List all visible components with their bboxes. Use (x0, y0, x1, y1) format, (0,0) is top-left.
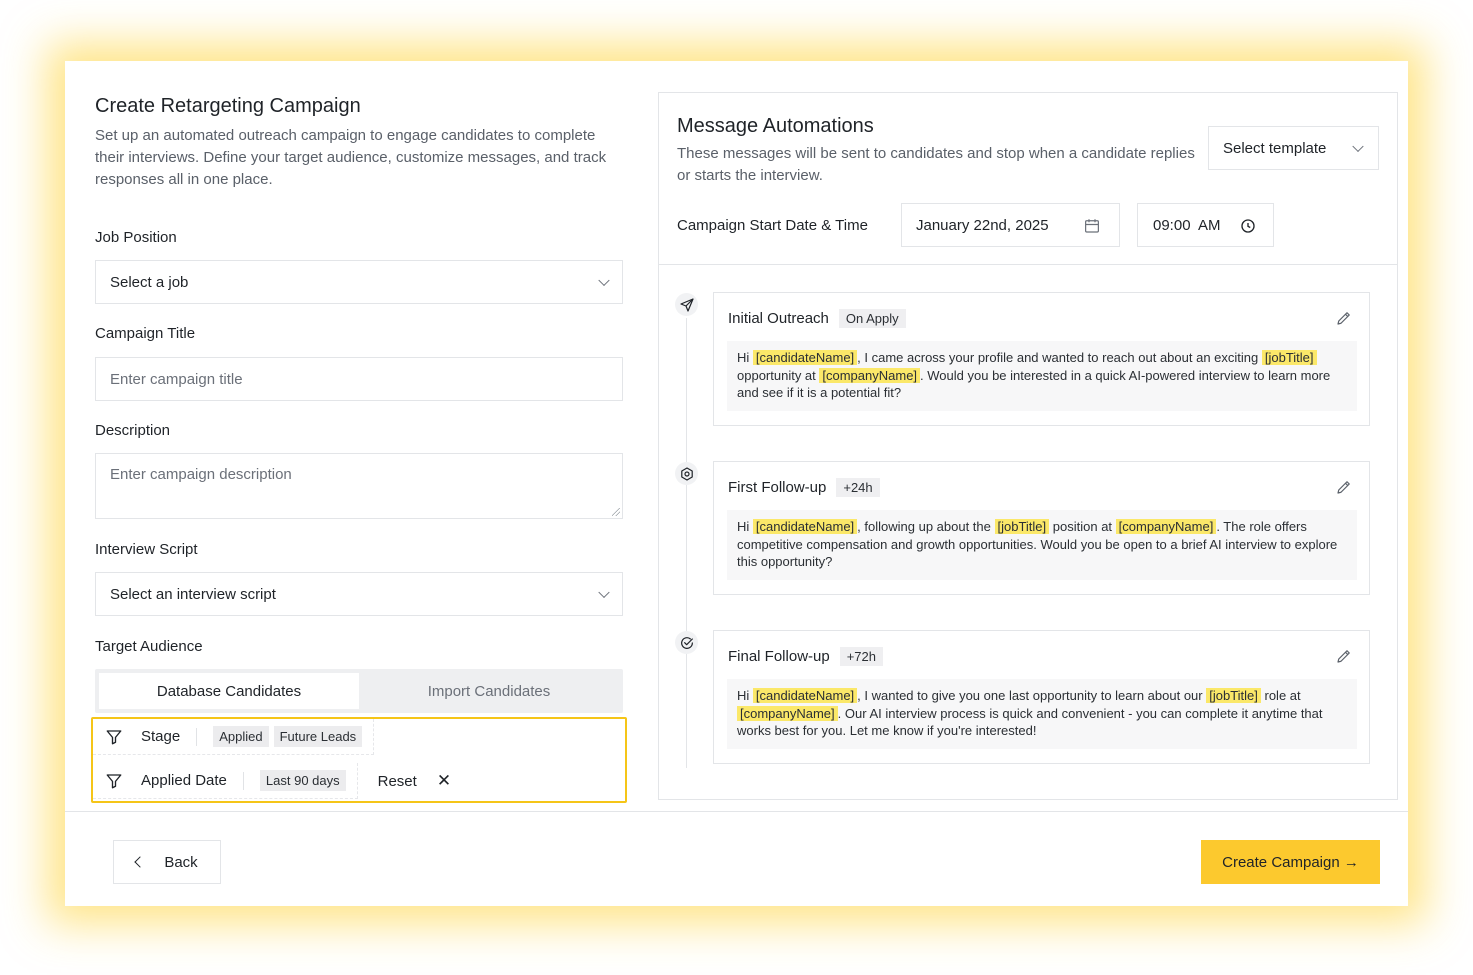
start-date-picker[interactable] (901, 203, 1120, 247)
audience-tabs (95, 669, 623, 713)
create-campaign-button[interactable]: Create Campaign → (1201, 840, 1380, 884)
pencil-icon[interactable] (1335, 478, 1353, 496)
message-text: , following up about the (857, 519, 995, 534)
variable-candidate-name: [candidateName] (753, 350, 857, 365)
campaign-title-label: Campaign Title (95, 325, 196, 342)
message-card-initial-outreach (713, 292, 1370, 426)
message-text: . Would you be interested in a quick AI-powered interview to learn more and see if it is a potential fit? (737, 367, 1331, 401)
job-position-value: Select a job (110, 273, 189, 291)
message-text: Hi (737, 519, 753, 534)
message-text: Hi (737, 350, 753, 365)
start-time-picker[interactable] (1137, 203, 1274, 247)
message-text: role at (1260, 688, 1301, 703)
variable-candidate-name: [candidateName] (753, 688, 857, 703)
variable-candidate-name: [candidateName] (753, 519, 857, 534)
message-card-first-follow-up (713, 461, 1370, 595)
clock-icon (1239, 217, 1257, 235)
dialog-footer (65, 811, 1408, 906)
message-title: Final Follow-up (728, 648, 830, 665)
timeline-line (686, 318, 687, 768)
message-automations-panel (658, 92, 1398, 800)
hexagon-icon (675, 462, 698, 485)
automations-title: Message Automations (677, 115, 874, 137)
divider (196, 728, 197, 746)
message-badge: +72h (840, 647, 883, 666)
back-label: Back (164, 853, 198, 871)
message-text: , I came across your profile and wanted to reach out about an exciting (857, 350, 1262, 365)
message-text: , I wanted to give you one last opportunity to learn about our (857, 688, 1207, 703)
calendar-icon (1083, 217, 1101, 235)
target-audience-label: Target Audience (95, 638, 203, 655)
check-circle-icon (675, 631, 698, 654)
close-icon[interactable]: ✕ (436, 771, 452, 790)
message-badge: On Apply (839, 309, 906, 328)
description-textarea[interactable] (95, 453, 623, 519)
stage-chip-applied: Applied (213, 726, 268, 747)
message-text: . Our AI interview process is quick and convenient - you can complete it anytime that works best for you. Let me know if you're interested! (737, 705, 1323, 739)
job-position-label: Job Position (95, 229, 177, 246)
date-chip-last-90-days: Last 90 days (260, 770, 346, 791)
send-icon (675, 293, 698, 316)
applied-date-filter[interactable] (93, 763, 358, 799)
interview-script-value: Select an interview script (110, 585, 276, 603)
variable-company-name: [companyName] (737, 706, 838, 721)
pencil-icon[interactable] (1335, 309, 1353, 327)
chevron-down-icon (598, 275, 609, 286)
select-template-label: Select template (1223, 139, 1327, 157)
job-position-select[interactable] (95, 260, 623, 304)
applied-date-filter-label: Applied Date (141, 772, 227, 789)
campaign-title-placeholder: Enter campaign title (110, 370, 243, 388)
chevron-down-icon (598, 587, 609, 598)
pencil-icon[interactable] (1335, 647, 1353, 665)
campaign-form (95, 95, 623, 790)
chevron-left-icon (135, 856, 146, 867)
divider (243, 772, 244, 790)
page-subtitle: Set up an automated outreach campaign to engage candidates to complete their interviews. Define your target audience, customize messages, and track responses all in one place. (95, 127, 607, 188)
message-card-final-follow-up (713, 630, 1370, 764)
variable-job-title: [jobTitle] (1262, 350, 1317, 365)
start-time-value: 09:00 AM (1153, 216, 1221, 234)
tab-import-candidates[interactable]: Import Candidates (427, 682, 551, 700)
tab-database-candidates[interactable]: Database Candidates (99, 673, 359, 709)
interview-script-select[interactable] (95, 572, 623, 616)
message-text: position at (1049, 519, 1116, 534)
reset-filters-button[interactable]: Reset (377, 772, 417, 790)
message-title: First Follow-up (728, 479, 827, 496)
automations-subtitle: These messages will be sent to candidates and stop when a candidate replies or starts the interview. (677, 145, 1195, 184)
description-placeholder: Enter campaign description (110, 466, 292, 483)
variable-company-name: [companyName] (1116, 519, 1217, 534)
message-title: Initial Outreach (728, 310, 829, 327)
stage-filter-label: Stage (141, 728, 181, 745)
filter-icon (105, 772, 123, 790)
filter-icon (105, 728, 123, 746)
audience-filters (91, 717, 627, 803)
message-text: . The role offers competitive compensation and growth opportunities. Would you be open to a brief AI interview to explore this opportunity? (737, 519, 1338, 570)
variable-job-title: [jobTitle] (1206, 688, 1261, 703)
back-button[interactable] (113, 840, 221, 884)
variable-company-name: [companyName] (819, 368, 920, 383)
message-text: opportunity at (737, 367, 820, 383)
filter-row-applied-date (93, 763, 451, 799)
start-date-label: Campaign Start Date & Time (677, 217, 868, 234)
message-body (727, 341, 1357, 411)
filter-row-stage (93, 719, 374, 755)
chevron-down-icon (1352, 141, 1363, 152)
message-text: Hi (737, 688, 753, 703)
start-date-value: January 22nd, 2025 (916, 216, 1049, 234)
description-label: Description (95, 422, 171, 439)
message-badge: +24h (836, 478, 879, 497)
select-template-dropdown[interactable] (1208, 126, 1379, 170)
interview-script-label: Interview Script (95, 541, 198, 558)
stage-filter[interactable] (93, 719, 374, 755)
page-title: Create Retargeting Campaign (95, 95, 361, 117)
automations-header (659, 93, 1397, 265)
resize-handle-icon[interactable] (612, 508, 620, 516)
message-body (727, 679, 1357, 749)
campaign-dialog (65, 61, 1408, 906)
message-body (727, 510, 1357, 580)
variable-job-title: [jobTitle] (995, 519, 1050, 534)
stage-chip-future-leads: Future Leads (274, 726, 363, 747)
campaign-title-input[interactable] (95, 357, 623, 401)
